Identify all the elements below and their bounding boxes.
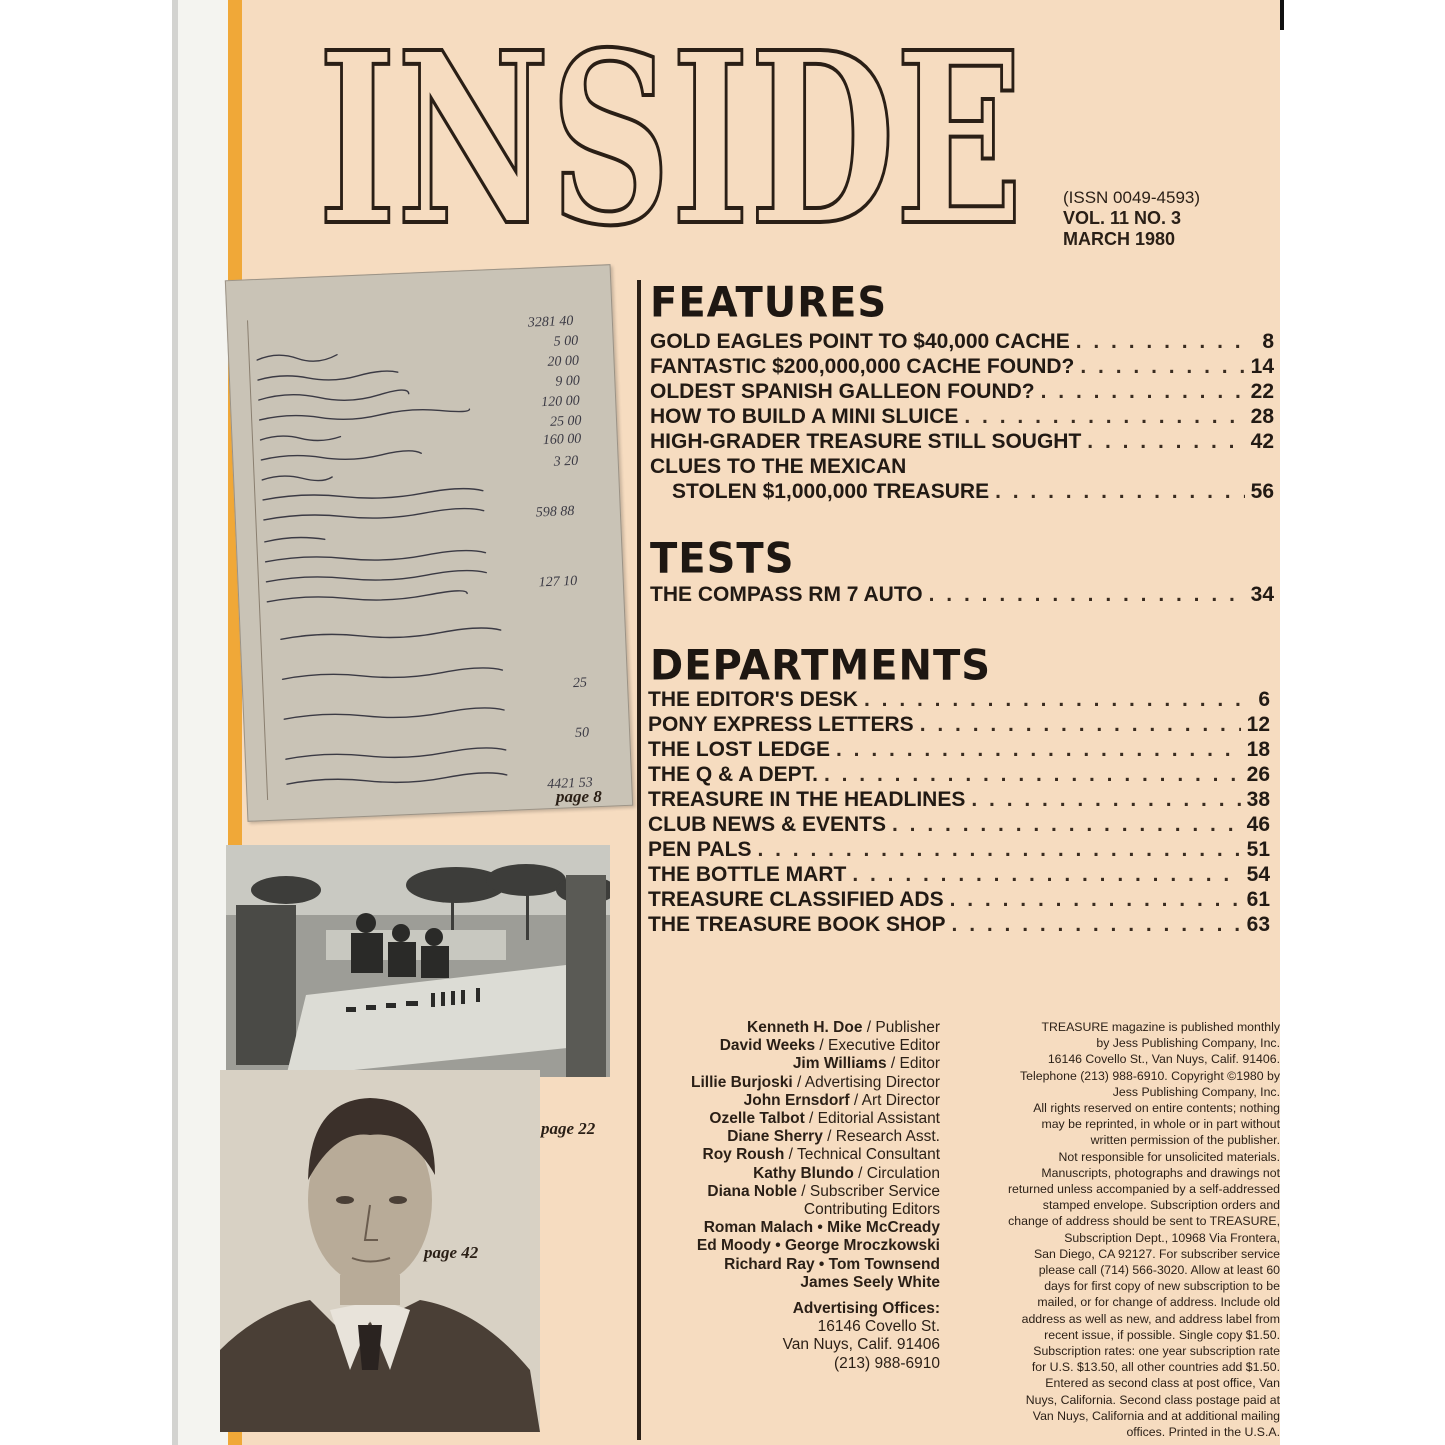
ledger-amount: 127 10 [538,573,578,591]
toc-row[interactable] [650,330,1274,355]
ledger-amount: 3281 40 [527,313,574,331]
toc-title: PONY EXPRESS LETTERS [648,713,914,736]
ledger-amount: 3 20 [553,453,579,470]
pubinfo-line: TREASURE magazine is published monthly [1041,1020,1280,1034]
leader-dots [757,838,1240,862]
leader-dots [864,688,1242,712]
toc-title: THE BOTTLE MART [648,863,847,886]
toc-title: THE EDITOR'S DESK [648,688,858,711]
staff-credits [600,1019,940,1373]
toc-row[interactable] [648,688,1270,713]
caption-page22: page 22 [541,1119,596,1138]
staff-role: Editor [899,1055,940,1073]
ledger-amount: 4421 53 [546,775,594,793]
toc-row[interactable] [650,480,1274,505]
toc-title: THE LOST LEDGE [648,738,831,761]
toc-row[interactable] [650,380,1274,405]
toc-title: CLUB NEWS & EVENTS [648,813,887,836]
toc-row[interactable] [648,913,1270,938]
toc-page: 6 [1258,688,1270,711]
binding-shadow [172,0,178,1445]
staff-name: Ozelle Talbot [709,1110,805,1128]
portrait-photo [220,1070,540,1432]
ledger-handwriting [226,265,632,821]
toc-page: 28 [1250,405,1274,428]
staff-role: Editorial Assistant [817,1110,940,1128]
staff-name: Kenneth H. Doe [747,1019,863,1036]
pubinfo-line: written permission of the publisher. [1090,1133,1280,1148]
ledger-amount: 120 00 [540,393,581,411]
pubinfo-line: 16146 Covello St., Van Nuys, Calif. 91406. [1047,1052,1280,1067]
contributing-names: Ed Moody • George Mroczkowski [696,1237,940,1255]
pubinfo-line: for U.S. $13.50, all other countries add $1.50. [1031,1360,1280,1375]
staff-line: Roy Roush / Technical Consultant [702,1146,940,1164]
pubinfo-line: offices. Printed in the U.S.A. [1126,1425,1280,1440]
toc-title: THE TREASURE BOOK SHOP [648,913,946,936]
staff-name: Jim Williams [792,1055,887,1073]
pubinfo-line: recent issue, if possible. Single copy $1.50. [1044,1327,1280,1342]
staff-line: John Ernsdorf / Art Director [743,1091,940,1109]
pubinfo-line: Manuscripts, photographs and drawings not [1041,1165,1280,1180]
pubinfo-line: stamped envelope. Subscription orders and [1042,1198,1280,1213]
toc-page: 12 [1246,713,1270,736]
pubinfo-line: Telephone (213) 988-6910. Copyright ©1980 by [1020,1068,1280,1083]
leader-dots [892,813,1241,837]
pubinfo-line: Nuys, California. Second class postage paid at [1025,1392,1280,1407]
ledger-amount: 20 00 [547,353,580,370]
pubinfo-line: Subscription rates: one year subscription rate [1033,1344,1280,1359]
tests-heading: TESTS [650,534,795,584]
publication-info [985,1019,1280,1440]
leader-dots [1080,355,1244,379]
features-heading: FEATURES [650,278,888,328]
toc-title: STOLEN $1,000,000 TREASURE [672,480,990,503]
toc-title: TREASURE IN THE HEADLINES [648,788,966,811]
staff-role: Technical Consultant [796,1146,940,1164]
toc-title: PEN PALS [648,838,752,861]
volume: VOL. 11 NO. 3 [1063,208,1182,228]
toc-page: 61 [1246,888,1270,911]
toc-row[interactable] [650,355,1274,380]
contributing-line [600,1237,940,1255]
pubinfo-line: Jess Publishing Company, Inc. [1112,1084,1280,1099]
toc-title: CLUES TO THE MEXICAN [650,455,907,478]
leader-dots [971,788,1240,812]
leader-dots [852,863,1240,887]
toc-page: 14 [1250,355,1274,378]
staff-role: Executive Editor [828,1037,940,1055]
advertising-line: (213) 988-6910 [834,1354,940,1372]
ledger-amount: 25 00 [549,413,582,430]
pubinfo-line: change of address should be sent to TREASURE, [1008,1214,1280,1229]
leader-dots [964,405,1244,429]
pubinfo-line: may be reprinted, in whole or in part without [1041,1117,1280,1132]
staff-line: David Weeks / Executive Editor [719,1037,940,1055]
toc-title: OLDEST SPANISH GALLEON FOUND? [650,380,1035,403]
pubinfo-line: Subscription Dept., 10968 Via Frontera, [1064,1230,1280,1245]
advertising-heading [600,1300,940,1318]
staff-line: Jim Williams / Editor [792,1055,940,1073]
toc-page: 42 [1250,430,1274,453]
pubinfo-line: please call (714) 566-3020. Allow at least 60 [1038,1263,1280,1278]
pubinfo-line: days for first copy of new subscription to be [1044,1279,1280,1294]
portrait-illustration [220,1070,540,1432]
leader-dots [995,480,1245,504]
leader-dots [929,583,1245,607]
dock-photo [226,845,610,1077]
contributing-heading: Contributing Editors [803,1201,940,1219]
toc-page: 56 [1250,480,1274,503]
toc-row[interactable] [648,888,1270,913]
toc-page: 34 [1250,583,1274,606]
leader-dots [952,913,1241,937]
staff-name: David Weeks [719,1037,816,1055]
departments-list [648,688,1270,938]
toc-row[interactable] [650,430,1274,455]
pubinfo-line: San Diego, CA 92127. For subscriber service [1033,1246,1280,1261]
contributing-names: James Seely White [800,1273,940,1291]
staff-role: Publisher [875,1019,940,1036]
leader-dots [1087,430,1244,454]
inside-title [318,22,1038,247]
toc-row[interactable] [648,838,1270,863]
advertising-heading-text: Advertising Offices: [792,1300,940,1318]
staff-name: John Ernsdorf [743,1091,850,1109]
pubinfo-line: by Jess Publishing Company, Inc. [1096,1036,1280,1051]
staff-line: Diana Noble / Subscriber Service [707,1182,940,1200]
staff-line: Lillie Burjoski / Advertising Director [691,1073,940,1091]
toc-page: 26 [1246,763,1270,786]
toc-title: HIGH-GRADER TREASURE STILL SOUGHT [650,430,1082,453]
issn: (ISSN 0049-4593) [1063,188,1201,207]
ledger-amount: 5 00 [553,333,579,350]
contributing-line [600,1274,940,1292]
ledger-amount: 25 [572,675,588,692]
leader-dots [920,713,1241,737]
contributing-names: Roman Malach • Mike McCready [703,1219,940,1237]
caption-page42: page 42 [424,1243,479,1262]
staff-line: Ozelle Talbot / Editorial Assistant [709,1110,940,1128]
advertising-line: 16146 Covello St. [817,1318,940,1336]
leader-dots [1076,330,1246,354]
pubinfo-line: All rights reserved on entire contents; nothing [1033,1101,1280,1116]
contributing-line [600,1256,940,1274]
toc-title: HOW TO BUILD A MINI SLUICE [650,405,959,428]
toc-title: GOLD EAGLES POINT TO $40,000 CACHE [650,330,1070,353]
staff-role: Circulation [866,1164,940,1182]
spacer [600,1292,940,1300]
pubinfo-line: Not responsible for unsolicited materials. [1058,1149,1280,1164]
pubinfo-line: address as well as new, and address label from [1021,1311,1280,1326]
leader-dots [950,888,1241,912]
leader-dots [836,738,1241,762]
pubinfo-line: Entered as second class at post office, Van [1045,1376,1280,1391]
contributing-line [600,1219,940,1237]
toc-row[interactable] [650,583,1274,608]
staff-role: Research Asst. [835,1128,940,1146]
staff-line: Kenneth H. Doe / Publisher [747,1019,940,1036]
staff-name: Roy Roush [702,1146,785,1164]
pubinfo-line: returned unless accompanied by a self-addressed [1007,1182,1280,1197]
staff-role: Advertising Director [804,1073,940,1091]
inside-title-text: INSIDE [318,22,1023,247]
pubinfo-line: Van Nuys, California and at additional mailing [1032,1408,1280,1423]
toc-title: THE Q & A DEPT. [648,763,818,786]
toc-row[interactable] [648,763,1270,788]
ledger-amount: 160 00 [542,431,582,449]
toc-page: 8 [1262,330,1274,353]
ledger-photo [225,264,633,822]
toc-title: THE COMPASS RM 7 AUTO [650,583,923,606]
staff-role: Art Director [861,1091,940,1109]
tests-list [650,583,1274,608]
departments-heading: DEPARTMENTS [650,641,992,691]
ledger-amount: 598 88 [535,503,575,521]
staff-line: Diane Sherry / Research Asst. [727,1128,940,1146]
toc-row[interactable] [650,455,1274,480]
toc-page: 46 [1246,813,1270,836]
ledger-amount: 50 [574,725,590,742]
ledger-amount: 9 00 [555,373,581,390]
toc-page: 54 [1246,863,1270,886]
toc-row[interactable] [648,713,1270,738]
toc-row[interactable] [650,405,1274,430]
caption-page8: page 8 [556,787,602,806]
staff-name: Kathy Blundo [753,1164,854,1182]
staff-name: Lillie Burjoski [691,1073,793,1091]
advertising-line: Van Nuys, Calif. 91406 [782,1336,940,1354]
toc-row[interactable] [648,788,1270,813]
staff-name: Diane Sherry [727,1128,823,1146]
toc-page: 51 [1246,838,1270,861]
toc-title: FANTASTIC $200,000,000 CACHE FOUND? [650,355,1075,378]
staff-line: Kathy Blundo / Circulation [753,1164,940,1182]
staff-role: Subscriber Service [809,1182,940,1200]
toc-page: 18 [1246,738,1270,761]
leader-dots [1041,380,1245,404]
dock-illustration [226,845,610,1077]
features-list [650,330,1274,505]
toc-row[interactable] [648,738,1270,763]
issue-date: MARCH 1980 [1063,229,1176,249]
toc-row[interactable] [648,863,1270,888]
toc-page: 63 [1246,913,1270,936]
pubinfo-line: mailed, or for change of address. Include old [1037,1295,1280,1310]
toc-row[interactable] [648,813,1270,838]
masthead-info [1063,187,1200,250]
leader-dots [824,763,1241,787]
contributing-names: Richard Ray • Tom Townsend [724,1255,940,1273]
toc-title: TREASURE CLASSIFIED ADS [648,888,944,911]
toc-page: 38 [1246,788,1270,811]
staff-name: Diana Noble [707,1182,797,1200]
toc-page: 22 [1250,380,1274,403]
